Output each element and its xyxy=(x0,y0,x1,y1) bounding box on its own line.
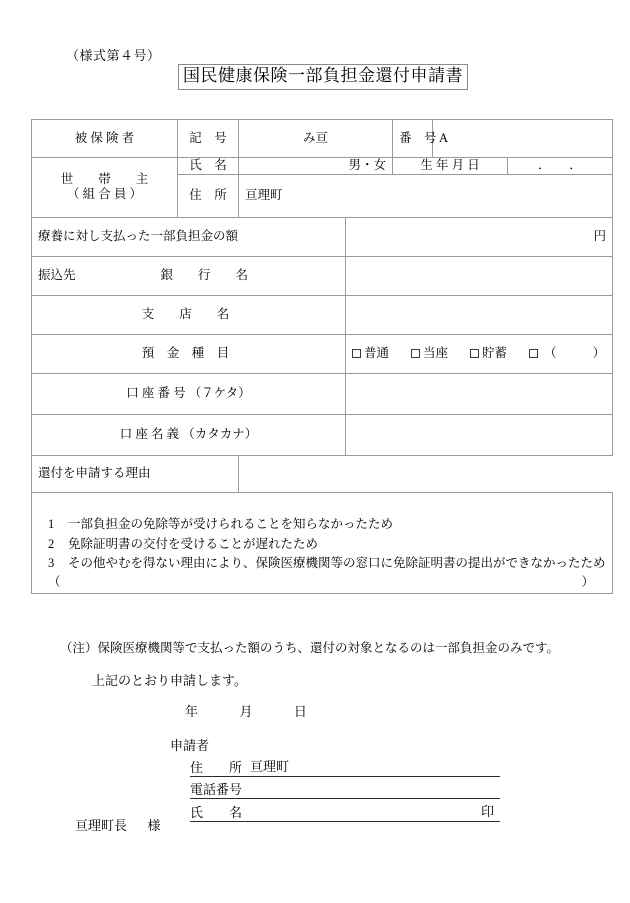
transfer-label: 振込先 xyxy=(38,267,76,282)
checkbox-icon xyxy=(411,349,420,358)
date-year-label: 年 xyxy=(185,704,213,719)
cell-account-holder-label: 口 座 名 義 （カタカナ） xyxy=(32,414,346,455)
applicant-title: 申請者 xyxy=(170,738,210,753)
bank-name-label: 銀 行 名 xyxy=(160,267,249,282)
cell-account-number-value[interactable] xyxy=(346,373,613,414)
cell-deposit-type-label: 預 金 種 目 xyxy=(32,334,346,373)
reason-free-text-row[interactable] xyxy=(38,573,606,592)
checkbox-option-chochiku[interactable] xyxy=(470,346,507,362)
applicant-address-field[interactable] xyxy=(190,756,500,777)
applicant-name-input[interactable] xyxy=(248,801,500,822)
householder-label-line1: 世 帯 主 xyxy=(60,171,149,186)
table-row-insured xyxy=(32,120,613,158)
checkbox-option-other[interactable] xyxy=(529,346,605,362)
reason-number: 1 xyxy=(48,517,55,532)
cell-bank-name-value[interactable] xyxy=(346,256,613,295)
table-row-reason-body xyxy=(32,492,613,593)
checkbox-option-toza[interactable] xyxy=(411,346,448,362)
applicant-tel-field[interactable] xyxy=(190,779,500,799)
table-row-paid-amount xyxy=(32,217,613,256)
cell-householder-label xyxy=(32,158,178,218)
checkbox-icon xyxy=(529,349,538,358)
reason-text: 一部負担金の免除等が受けられることを知らなかったため xyxy=(68,517,394,532)
table-row-bank-name xyxy=(32,256,613,295)
table-row-branch-name xyxy=(32,295,613,334)
reason-item[interactable] xyxy=(38,554,606,573)
other-paren-close: ） xyxy=(592,345,606,360)
cell-reason-label-filler xyxy=(239,455,613,492)
seal-mark: 印 xyxy=(480,804,494,819)
other-paren-open: （ xyxy=(544,345,557,360)
cell-paid-amount-label: 療養に対し支払った一部負担金の額 xyxy=(32,217,346,256)
cell-address-label: 住 所 xyxy=(178,174,239,217)
applicant-address-value: 亘理町 xyxy=(250,759,290,774)
cell-name-label: 氏 名 xyxy=(178,158,239,175)
table-row-account-number xyxy=(32,373,613,414)
reason-text: その他やむを得ない理由により、保険医療機関等の窓口に免除証明書の提出ができなかったため xyxy=(68,556,606,571)
cell-account-holder-value[interactable] xyxy=(346,414,613,455)
checkbox-option-futsu[interactable] xyxy=(352,346,389,362)
addressee-name: 亘理町長 xyxy=(75,818,128,833)
date-month-label: 月 xyxy=(239,704,268,719)
cell-symbol-value[interactable]: み亘 xyxy=(239,120,393,158)
cell-account-number-label: 口 座 番 号 （７ケタ） xyxy=(32,373,346,414)
table-row-reason-label xyxy=(32,455,613,492)
applicant-address-input[interactable] xyxy=(248,756,500,777)
checkbox-label: 当座 xyxy=(423,345,449,360)
table-row-deposit-type xyxy=(32,334,613,373)
reason-item[interactable] xyxy=(38,515,606,534)
cell-bank-name-label xyxy=(32,256,346,295)
cell-address-value[interactable]: 亘理町 xyxy=(239,174,613,217)
applicant-name-label: 氏 名 xyxy=(190,802,248,822)
application-table xyxy=(31,119,613,594)
cell-gender-choice[interactable]: 男・女 xyxy=(239,158,393,175)
cell-reason-label: 還付を申請する理由 xyxy=(32,455,239,492)
applicant-name-field[interactable] xyxy=(190,801,500,822)
applicant-address-label: 住 所 xyxy=(190,757,248,777)
cell-birth-label: 生 年 月 日 xyxy=(393,158,508,175)
reason-number: 2 xyxy=(48,536,55,551)
addressee-honorific: 様 xyxy=(147,818,161,833)
checkbox-icon xyxy=(352,349,361,358)
date-day-label: 日 xyxy=(293,704,307,719)
applicant-tel-input[interactable] xyxy=(248,782,500,799)
cell-branch-name-value[interactable] xyxy=(346,295,613,334)
cell-number-label: 番 号 xyxy=(393,120,433,158)
document-title: 国民健康保険一部負担金還付申請書 xyxy=(178,64,468,90)
date-line[interactable] xyxy=(185,701,307,720)
cell-branch-name-label: 支 店 名 xyxy=(32,295,346,334)
reason-text: 免除証明書の交付を受けることが遅れたため xyxy=(68,536,319,551)
cell-insured-label: 被 保 険 者 xyxy=(32,120,178,158)
form-number: （様式第４号） xyxy=(66,48,161,63)
reason-number: 3 xyxy=(48,556,55,571)
addressee-line xyxy=(75,815,161,834)
reason-list xyxy=(38,493,606,592)
cell-number-value[interactable]: A xyxy=(433,120,613,158)
free-paren-close: ） xyxy=(581,574,595,589)
householder-label-line2: （ 組 合 員 ） xyxy=(66,187,142,202)
applicant-block xyxy=(170,735,500,822)
free-paren-open: （ xyxy=(48,574,61,589)
reason-item[interactable] xyxy=(38,535,606,554)
table-row-account-holder xyxy=(32,414,613,455)
declaration-text: 上記のとおり申請します。 xyxy=(92,673,247,688)
table-row-householder-name xyxy=(32,158,613,175)
cell-birth-value[interactable]: ． ． xyxy=(508,158,613,175)
applicant-tel-label: 電話番号 xyxy=(190,779,248,799)
cell-symbol-label: 記 号 xyxy=(178,120,239,158)
checkbox-label: 貯蓄 xyxy=(482,345,508,360)
cell-deposit-type-options xyxy=(346,334,613,373)
cell-reason-options xyxy=(32,492,613,593)
checkbox-icon xyxy=(470,349,479,358)
footnote: （注）保険医療機関等で支払った額のうち、還付の対象となるのは一部負担金のみです。 xyxy=(60,641,560,655)
checkbox-label: 普通 xyxy=(364,345,390,360)
cell-paid-amount-value[interactable]: 円 xyxy=(346,217,613,256)
